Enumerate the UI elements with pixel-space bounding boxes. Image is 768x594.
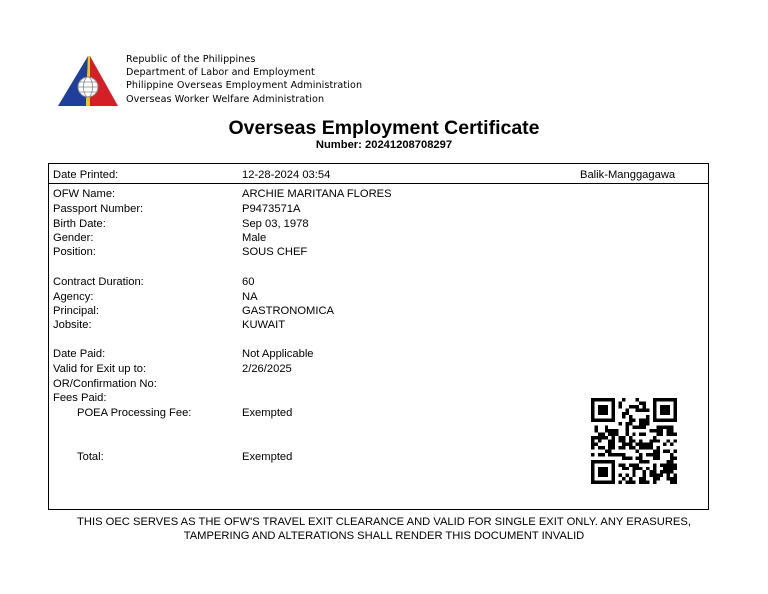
qr-code [591, 398, 677, 484]
field-value: ARCHIE MARITANA FLORES [242, 188, 392, 200]
field-label: Fees Paid: [53, 392, 107, 404]
disclaimer-line: TAMPERING AND ALTERATIONS SHALL RENDER THIS DOCUMENT INVALID [183, 530, 585, 542]
field-label: OFW Name: [53, 188, 116, 200]
field-label: Contract Duration: [53, 276, 144, 288]
certificate-number: Number: 20241208708297 [315, 139, 453, 151]
disclaimer-line: THIS OEC SERVES AS THE OFW'S TRAVEL EXIT CLEARANCE AND VALID FOR SINGLE EXIT ONLY. ANY ERASURES, [77, 516, 691, 528]
field-label: Passport Number: [53, 203, 144, 215]
field-label: Gender: [53, 232, 94, 244]
field-value: Exempted [242, 407, 293, 419]
field-value: Sep 03, 1978 [242, 218, 309, 230]
agency-header [126, 53, 362, 106]
field-label: Birth Date: [53, 218, 106, 230]
header-divider [48, 183, 709, 184]
field-label: Date Paid: [53, 348, 106, 360]
field-value: GASTRONOMICA [242, 305, 334, 317]
field-label: Principal: [53, 305, 100, 317]
field-label: Total: [77, 451, 104, 463]
field-value: Exempted [242, 451, 293, 463]
agency-line: Philippine Overseas Employment Administration [126, 80, 363, 92]
agency-line: Department of Labor and Employment [126, 67, 315, 79]
agency-line: Republic of the Philippines [126, 54, 256, 65]
field-value: Male [242, 232, 267, 244]
field-value: SOUS CHEF [242, 246, 308, 258]
agency-line: Overseas Worker Welfare Administration [126, 93, 325, 105]
disclaimer [40, 515, 728, 543]
dole-logo [56, 54, 120, 108]
field-value: Not Applicable [242, 348, 314, 360]
field-label: Position: [53, 246, 96, 258]
field-value: 60 [242, 276, 255, 288]
field-value: NA [242, 291, 258, 303]
field-label: Agency: [53, 291, 94, 303]
date-printed-label: Date Printed: [53, 169, 119, 181]
date-printed-value: 12-28-2024 03:54 [242, 169, 331, 181]
field-label: POEA Processing Fee: [77, 407, 192, 419]
document-title: Overseas Employment Certificate [228, 117, 540, 139]
field-value: P9473571A [242, 203, 301, 215]
field-label: Valid for Exit up to: [53, 363, 147, 375]
field-value: KUWAIT [242, 319, 286, 331]
field-label: OR/Confirmation No: [53, 378, 157, 390]
field-label: Jobsite: [53, 319, 92, 331]
field-value: 2/26/2025 [242, 363, 292, 375]
category-badge: Balik-Manggagawa [580, 169, 676, 181]
